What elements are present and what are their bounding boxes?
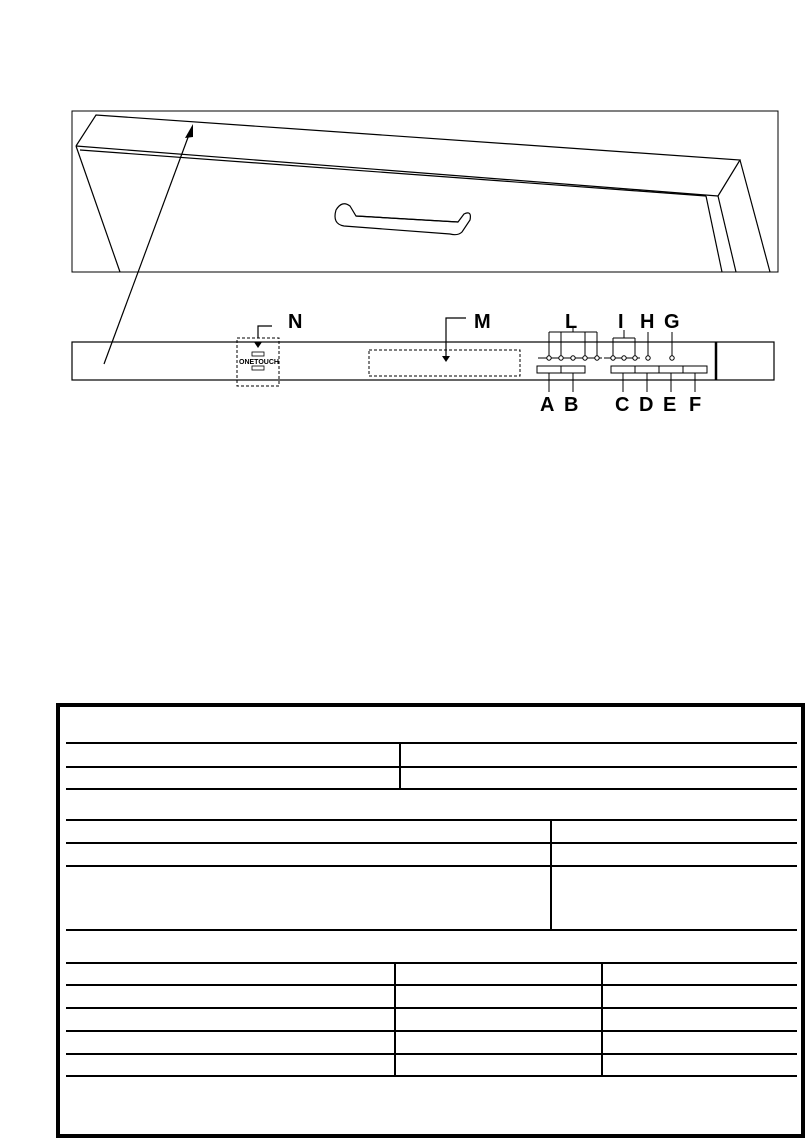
callout-A: A: [540, 394, 555, 416]
display-area: [369, 311, 520, 376]
callout-D: D: [639, 394, 654, 416]
callout-E: E: [663, 394, 677, 416]
control-panel: [72, 342, 774, 380]
onetouch-area: [237, 311, 302, 386]
table-row: [66, 962, 797, 964]
button-F[interactable]: [683, 366, 707, 416]
table-row: [66, 1030, 797, 1032]
door-illustration: [72, 111, 778, 272]
specification-table-grid: [66, 713, 797, 1134]
table-column-divider: [601, 962, 603, 1075]
table-section-header: [66, 929, 797, 931]
callout-L: L: [565, 311, 578, 333]
callout-C: C: [615, 394, 630, 416]
table-section-header: [66, 788, 797, 790]
callout-G: G: [664, 311, 680, 333]
table-row: [66, 984, 797, 986]
callout-I: I: [618, 311, 624, 333]
table-row: [66, 766, 797, 768]
table-row: [66, 842, 797, 844]
callout-B: B: [564, 394, 579, 416]
table-column-divider: [550, 819, 552, 929]
callout-H: H: [640, 311, 655, 333]
table-row: [66, 819, 797, 821]
indicator-G: [664, 311, 680, 360]
table-column-divider: [399, 742, 401, 788]
callout-F: F: [689, 394, 702, 416]
table-section-header: [66, 742, 797, 744]
table-row: [66, 865, 797, 867]
button-B[interactable]: [561, 366, 585, 416]
callout-N: N: [288, 311, 303, 333]
specification-table: [56, 703, 805, 1138]
button-A[interactable]: [537, 366, 561, 416]
button-C[interactable]: [611, 366, 635, 416]
table-column-divider: [394, 962, 396, 1075]
callout-M: M: [474, 311, 491, 333]
leader-arrow: [104, 124, 193, 364]
dishwasher-diagram: [0, 0, 805, 420]
indicator-group-L: [538, 311, 602, 360]
onetouch-logo: ONETOUCH: [239, 359, 279, 366]
indicator-H: [640, 311, 654, 360]
table-row: [66, 1007, 797, 1009]
table-section-header: [66, 1075, 797, 1077]
button-E[interactable]: [659, 366, 683, 416]
button-D[interactable]: [635, 366, 659, 416]
table-row: [66, 1053, 797, 1055]
indicator-group-I: [604, 311, 640, 360]
